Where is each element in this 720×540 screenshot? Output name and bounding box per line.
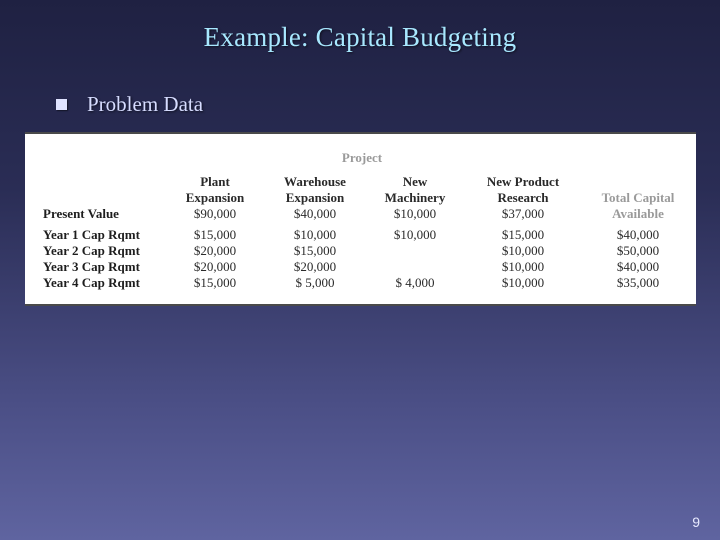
row-label: Year 1 Cap Rqmt bbox=[43, 227, 140, 242]
row-label: Year 2 Cap Rqmt bbox=[43, 243, 140, 258]
col-header-line1: New Product bbox=[486, 174, 560, 189]
bullet-text: Problem Data bbox=[87, 92, 204, 116]
table-cell: $20,000 bbox=[193, 243, 237, 258]
table-cell: $10,000 bbox=[501, 275, 545, 290]
table-cell: $50,000 bbox=[616, 243, 660, 258]
col-header-line2: Expansion bbox=[185, 190, 245, 205]
col-header-line1: Total Capital bbox=[601, 190, 675, 205]
col-header-line1: Plant bbox=[200, 174, 230, 189]
table-cell: $20,000 bbox=[193, 259, 237, 274]
table-cell: $10,000 bbox=[501, 259, 545, 274]
col-header-line2: Expansion bbox=[285, 190, 345, 205]
col-header-plant-expansion bbox=[165, 174, 265, 206]
table-cell: $15,000 bbox=[501, 227, 545, 242]
col-header-new-product-research bbox=[473, 174, 573, 206]
row-label: Year 3 Cap Rqmt bbox=[43, 259, 140, 274]
table-cell: $10,000 bbox=[393, 206, 437, 221]
table-cell: $15,000 bbox=[293, 243, 337, 258]
table-cell: $40,000 bbox=[616, 227, 660, 242]
table-cell: $10,000 bbox=[293, 227, 337, 242]
table-cell: $37,000 bbox=[501, 206, 545, 221]
row-label: Present Value bbox=[43, 206, 119, 221]
table-cell: $35,000 bbox=[616, 275, 660, 290]
square-bullet-icon bbox=[56, 99, 67, 110]
col-header-warehouse-expansion bbox=[265, 174, 365, 206]
project-group-header: Project bbox=[341, 150, 383, 165]
col-header-line1: Warehouse bbox=[284, 174, 346, 189]
table-cell: $90,000 bbox=[193, 206, 237, 221]
table-cell: $40,000 bbox=[293, 206, 337, 221]
table-cell: $ 5,000 bbox=[295, 275, 335, 290]
col-header-line2: Research bbox=[497, 190, 549, 205]
problem-data-table bbox=[25, 132, 696, 306]
bullet-item bbox=[56, 92, 203, 117]
col-header-new-machinery bbox=[365, 174, 465, 206]
slide-number: 9 bbox=[692, 514, 700, 530]
col-header-line2: Available bbox=[612, 206, 664, 221]
col-header-line1: New bbox=[402, 174, 428, 189]
table-cell: $15,000 bbox=[193, 227, 237, 242]
table-cell: $20,000 bbox=[293, 259, 337, 274]
table-cell: $ 4,000 bbox=[395, 275, 435, 290]
table-cell: $10,000 bbox=[501, 243, 545, 258]
table-cell: $15,000 bbox=[193, 275, 237, 290]
table-cell: $10,000 bbox=[393, 227, 437, 242]
col-header-total-capital bbox=[588, 190, 688, 222]
slide-title: Example: Capital Budgeting bbox=[203, 22, 517, 52]
col-header-line2: Machinery bbox=[384, 190, 446, 205]
row-label: Year 4 Cap Rqmt bbox=[43, 275, 140, 290]
table-cell: $40,000 bbox=[616, 259, 660, 274]
